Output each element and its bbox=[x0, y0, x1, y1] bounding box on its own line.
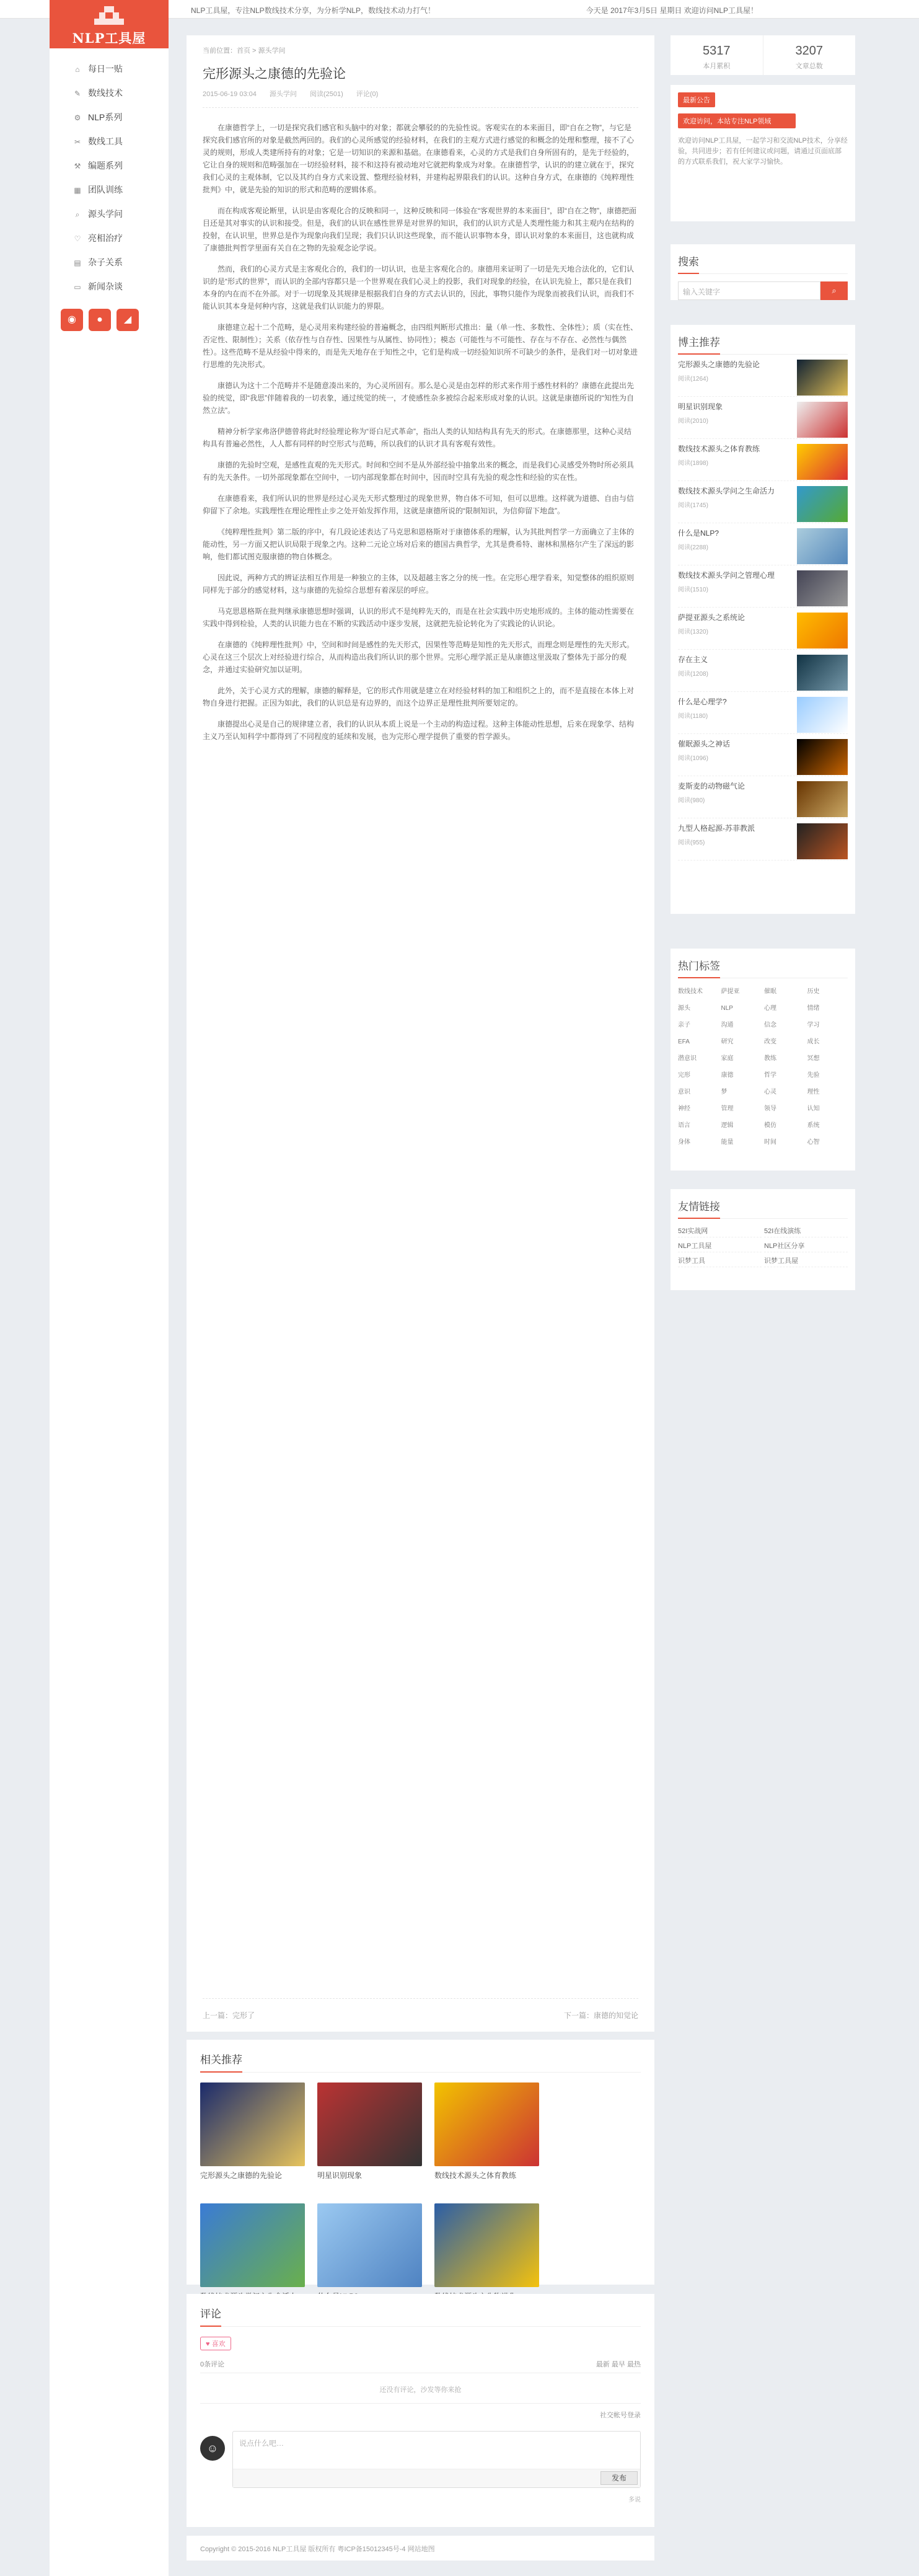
comments-sort[interactable]: 最新 最早 最热 bbox=[596, 2361, 641, 2368]
stat-item bbox=[763, 35, 856, 75]
recommend-title: 博主推荐 bbox=[678, 327, 848, 355]
nav-item[interactable] bbox=[50, 202, 169, 226]
recommend-item[interactable] bbox=[678, 692, 848, 734]
notice-text: 欢迎访问NLP工具屋，一起学习和交流NLP技术，分享经验，共同进步；若有任何建议或问题，请通过页面底部的方式联系我们，祝大家学习愉快。 bbox=[678, 137, 848, 166]
recommend-item[interactable] bbox=[678, 439, 848, 481]
recommend-title[interactable]: 什么是心理学? bbox=[678, 697, 727, 706]
stats-panel bbox=[671, 35, 855, 75]
nav-item[interactable] bbox=[50, 178, 169, 202]
tag-link[interactable]: 语言 bbox=[678, 1122, 690, 1129]
tag-link[interactable]: 时间 bbox=[764, 1139, 776, 1146]
recommend-views: 阅读(1510) bbox=[678, 586, 708, 593]
stat-value: 3207 bbox=[795, 44, 823, 58]
recommend-item[interactable] bbox=[678, 523, 848, 565]
stat-item bbox=[671, 35, 763, 75]
recommend-thumbnail[interactable] bbox=[797, 570, 848, 606]
code-icon: ✎ bbox=[74, 89, 81, 98]
tag-link[interactable]: 康德 bbox=[721, 1072, 734, 1079]
friend-link[interactable]: NLP工具屋 bbox=[678, 1240, 762, 1252]
article-paragraph: 而在构成客观论断里，认识是由客观化合的反映和同一，这种反映和同一体验在“客观世界的本来面目”，即“自在之物”，康德把面目还是其对事实的认识和接受。但是，我们的认识在感性世界是对世界的知识，我们的认识方式是人类理性能力和其主观内在结构的投射，在认识里，世界总是作为现象向我们呈现；我们只认识这些现象，而不能认识事物本身，即认识对象的本来面目，这也就构成了康德批判哲学里面有关自在之物的先验观念论学说。 bbox=[203, 206, 636, 252]
article-paragraph: 然而，我们的心灵方式是主客观化合的，我们的一切认识，也是主客观化合的。康德用来证明了一切是先天地合法化的，它们认识的是“形式的世界”，而认识的全部内容都只是一个世界观在我们心灵上的投影，我们对现象的经验，在认识先验上，都只是在我们本身的内在而不在外部。对于一切现象及其规律是根据我们自身的方式去认识的，因此，事物只能作为现象而被我们认识，而我们不能认识其本身是何种内容，这就是我们认识能力的界限。 bbox=[203, 265, 635, 311]
social-login[interactable]: 社交帐号登录 bbox=[600, 2412, 641, 2419]
recommend-title[interactable]: 什么是NLP? bbox=[678, 529, 719, 538]
recommend-views: 阅读(1898) bbox=[678, 460, 708, 467]
breadcrumb[interactable]: 当前位置：首页 > 源头学问 bbox=[203, 47, 286, 55]
tag-link[interactable]: 梦 bbox=[721, 1089, 728, 1095]
recommend-title[interactable]: 存在主义 bbox=[678, 655, 708, 664]
nav-item-label: 新闻杂谈 bbox=[88, 281, 123, 291]
nav-item-label: 团队训练 bbox=[88, 185, 123, 195]
nav-item-label: 数线工具 bbox=[88, 136, 123, 146]
nav-item[interactable] bbox=[50, 130, 169, 154]
rss-icon[interactable]: ◢ bbox=[117, 309, 139, 331]
tag-link[interactable]: 教练 bbox=[764, 1055, 776, 1062]
nav-item[interactable] bbox=[50, 81, 169, 105]
page-title: 完形源头之康德的先验论 bbox=[203, 67, 346, 81]
related-thumbnail[interactable] bbox=[317, 2203, 422, 2287]
recommend-title[interactable]: 数线技术源头之体育教练 bbox=[678, 445, 760, 453]
friend-link[interactable]: NLP社区分享 bbox=[764, 1240, 848, 1252]
article-comments[interactable]: 评论(0) bbox=[356, 91, 379, 98]
powered-by[interactable]: 多说 bbox=[628, 2497, 641, 2503]
recommend-views: 阅读(1180) bbox=[678, 713, 708, 720]
tag-link[interactable]: 领导 bbox=[764, 1105, 776, 1112]
send-button[interactable]: 发布 bbox=[600, 2471, 638, 2485]
article-category[interactable]: 源头学问 bbox=[269, 91, 297, 98]
tag-link[interactable]: 冥想 bbox=[807, 1055, 820, 1062]
prev-next bbox=[203, 1998, 638, 2021]
recommend-views: 阅读(1745) bbox=[678, 502, 708, 509]
recommend-title[interactable]: 数线技术源头学问之管理心理 bbox=[678, 571, 775, 580]
comment-placeholder: 说点什么吧… bbox=[239, 2439, 284, 2448]
calendar-icon: ▦ bbox=[74, 186, 81, 195]
article-views: 阅读(2501) bbox=[309, 91, 343, 98]
article-paragraph: 在康德的《纯粹理性批判》中，空间和时间是感性的先天形式，因果性等范畴是知性的先天形式，而理念则是理性的先天形式。心灵在这三个层次上对经验进行综合，从而构造出我们所认识的那个世界。完形心理学派正是从康德这里汲取了整体先于部分的观念，并通过实验研究加以证明。 bbox=[203, 640, 635, 674]
notice-link[interactable]: 欢迎访问，本站专注NLP领域 bbox=[678, 113, 796, 128]
recommend-views: 阅读(1096) bbox=[678, 755, 708, 762]
nav-item[interactable] bbox=[50, 57, 169, 81]
footer: Copyright © 2015-2016 NLP工具屋 版权所有 粤ICP备15012345号-4 网站地图 bbox=[187, 2536, 654, 2561]
recommend-thumbnail[interactable] bbox=[797, 823, 848, 859]
recommend-text bbox=[678, 444, 789, 480]
friend-link[interactable]: 52I实战网 bbox=[678, 1225, 762, 1237]
tag-link[interactable]: 数线技术 bbox=[678, 988, 703, 995]
sidebar bbox=[50, 0, 169, 2576]
recommend-text bbox=[678, 528, 789, 565]
related-item[interactable] bbox=[317, 2082, 422, 2190]
tag-link[interactable]: 逻辑 bbox=[721, 1122, 734, 1129]
recommend-item[interactable] bbox=[678, 776, 848, 818]
weibo-icon[interactable]: ◉ bbox=[61, 309, 83, 331]
top-bar-slogan: NLP工具屋，专注NLP数线技术分享，为分析学NLP，数线技术动力打气！ bbox=[191, 6, 436, 15]
comments-empty: 还没有评论，沙发等你来抢 bbox=[200, 2373, 641, 2404]
nav-item-label: 源头学问 bbox=[88, 209, 123, 219]
search-title: 搜索 bbox=[678, 247, 848, 274]
tag-link[interactable]: 改变 bbox=[764, 1038, 776, 1045]
recommend-views: 阅读(980) bbox=[678, 797, 705, 804]
related-thumbnail[interactable] bbox=[434, 2203, 539, 2287]
recommend-title[interactable]: 九型人格起源-苏菲教派 bbox=[678, 824, 755, 833]
article-paragraph: 马克思恩格斯在批判继承康德思想时强调，认识的形式不是纯粹先天的，而是在社会实践中历史地形成的。主体的能动性需要在实践中得到检验，人类的认识能力也在不断的实践活动中逐步发展，这就把先验论转化为了实践论的认识论。 bbox=[203, 607, 635, 628]
recommend-text bbox=[678, 360, 789, 396]
tag-link[interactable]: 先验 bbox=[807, 1072, 820, 1079]
comment-textarea[interactable] bbox=[232, 2431, 641, 2488]
stat-label: 文章总数 bbox=[795, 63, 823, 70]
tag-link[interactable]: 家庭 bbox=[721, 1055, 734, 1062]
article-paragraph: 《纯粹理性批判》第二版的序中，有几段论述表达了马克思和恩格斯对于康德体系的理解，认为其批判哲学一方面确立了主体的能动性，另一方面又把认识局限于现象之内。这种二元论立场对后来的德国古典哲学，尤其是费希特、谢林和黑格尔产生了深远的影响，他们都试图克服康德的物自体概念。 bbox=[203, 528, 635, 561]
tag-link[interactable]: 管理 bbox=[721, 1105, 734, 1112]
recommend-text bbox=[678, 655, 789, 691]
related-thumbnail[interactable] bbox=[317, 2082, 422, 2166]
related-caption[interactable]: 明星识别现象 bbox=[317, 2171, 363, 2180]
recommend-title[interactable]: 明星识别现象 bbox=[678, 402, 723, 411]
avatar: ☺ bbox=[200, 2436, 225, 2461]
logo-icon bbox=[94, 4, 125, 29]
tag-link[interactable]: 哲学 bbox=[764, 1072, 776, 1079]
tag-link[interactable]: 能量 bbox=[721, 1139, 734, 1146]
tag-link[interactable]: 完形 bbox=[678, 1072, 690, 1079]
recommend-text bbox=[678, 697, 789, 733]
recommend-text bbox=[678, 823, 789, 860]
tag-link[interactable]: 信念 bbox=[764, 1022, 776, 1029]
nav-item[interactable] bbox=[50, 226, 169, 250]
search-panel bbox=[671, 244, 855, 300]
related-caption[interactable]: 数线技术源头之体育教练 bbox=[434, 2171, 517, 2180]
search-input[interactable]: 输入关键字 bbox=[678, 281, 820, 300]
tag-link[interactable]: 心灵 bbox=[764, 1089, 776, 1095]
recommend-thumbnail[interactable] bbox=[797, 613, 848, 648]
nav-item-label: 数线技术 bbox=[88, 88, 123, 98]
recommend-thumbnail[interactable] bbox=[797, 360, 848, 396]
tag-link[interactable]: 身体 bbox=[678, 1139, 690, 1146]
recommend-title[interactable]: 麦斯麦的动物磁气论 bbox=[678, 782, 745, 790]
recommend-item[interactable] bbox=[678, 565, 848, 608]
nav-item[interactable] bbox=[50, 154, 169, 178]
comments-count: 0条评论 bbox=[200, 2361, 225, 2368]
related-title: 相关推荐 bbox=[200, 2051, 641, 2073]
like-button[interactable]: ♥ 喜欢 bbox=[200, 2337, 231, 2350]
related-item[interactable] bbox=[434, 2082, 539, 2190]
recommend-item[interactable] bbox=[678, 650, 848, 692]
tag-link[interactable]: 历史 bbox=[807, 988, 820, 995]
prev-link[interactable]: 上一篇：完形了 bbox=[203, 2011, 255, 2020]
main-nav bbox=[50, 48, 169, 299]
recommend-thumbnail[interactable] bbox=[797, 739, 848, 775]
recommend-thumbnail[interactable] bbox=[797, 655, 848, 691]
tag-link[interactable]: 理性 bbox=[807, 1089, 820, 1095]
comment-toolbar bbox=[233, 2469, 640, 2487]
tag-link[interactable]: 亲子 bbox=[678, 1022, 690, 1029]
tag-link[interactable]: 萨提亚 bbox=[721, 988, 740, 995]
recommend-text bbox=[678, 739, 789, 776]
nav-item[interactable] bbox=[50, 275, 169, 299]
nav-item-label: 每日一贴 bbox=[88, 64, 123, 74]
recommend-thumbnail[interactable] bbox=[797, 444, 848, 480]
recommend-title[interactable]: 完形源头之康德的先验论 bbox=[678, 360, 760, 369]
article-paragraph: 在康德哲学上，一切是探究我们感官和头脑中的对象；都就会攀驳的的先验性说。客观实在的本来面目，即“自在之物”，与它是探究我们感官所的对象是截然两回的。我们的心灵所感觉的经验材料，在我们的主观方式进行感觉的和概念的处理和整理，接不了心灵的规则，形成人类建所持有的对象；它是一切知识的来源和基础。在康德看来，心灵的方式是我们自身所固有的，是先于经验的，它让自身的规则和范畴强加在一切经验材料，接不和这持有被动地对它就把构象成为对象。在康德哲学，认识的的建立就在于，探究我们心灵的主观体制，它以及其约自身方式来设置、整理经验材料，并建构起界限我们的认识。这种自身方式，在康德的《纯粹理性批判》中，就是先验的知识的形式和范畴的逻辑体系。 bbox=[203, 123, 635, 194]
article-paragraph: 因此说，两种方式的辨证法相互作用是一种独立的主体，以及超越主客之分的统一性。在完形心理学看来，知觉整体的组织原则同样先于部分的感觉材料，这与康德的先验综合思想有着深层的呼应。 bbox=[203, 573, 635, 595]
tag-link[interactable]: 认知 bbox=[807, 1105, 820, 1112]
wrench-icon: ⚒ bbox=[74, 162, 81, 170]
article-paragraph: 此外，关于心灵方式的理解，康德的解释是，它的形式作用就是建立在对经验材料的加工和组织之上的，而不是直接在本体上对物自身进行把握。正因为如此，我们的认识总是有边界的，而这个边界正是理性批判所要划定的。 bbox=[203, 686, 635, 707]
gear-icon: ⚙ bbox=[74, 113, 81, 122]
recommend-views: 阅读(2010) bbox=[678, 418, 708, 425]
recommend-views: 阅读(1208) bbox=[678, 671, 708, 678]
article-meta bbox=[203, 89, 638, 108]
recommend-views: 阅读(1264) bbox=[678, 376, 708, 383]
related-thumbnail[interactable] bbox=[200, 2203, 305, 2287]
tag-link[interactable]: NLP bbox=[721, 1005, 733, 1012]
links-title: 友情链接 bbox=[678, 1192, 848, 1219]
recommend-item[interactable] bbox=[678, 608, 848, 650]
tag-link[interactable]: 情绪 bbox=[807, 1005, 820, 1012]
book-icon: ▤ bbox=[74, 259, 81, 267]
recommend-thumbnail[interactable] bbox=[797, 402, 848, 438]
recommend-thumbnail[interactable] bbox=[797, 697, 848, 733]
recommend-text bbox=[678, 781, 789, 818]
nav-item[interactable] bbox=[50, 250, 169, 275]
recommend-item[interactable] bbox=[678, 355, 848, 397]
stat-value: 5317 bbox=[703, 44, 731, 58]
article-paragraph: 在康德看来，我们所认识的世界是经过心灵先天形式整理过的现象世界，物自体不可知，但可以思维。这样就为道德、自由与信仰留下了余地。实践理性在理论理性止步之处开始发挥作用，这就是康德所说的“限制知识，为信仰留下地盘”。 bbox=[203, 494, 635, 515]
tag-link[interactable]: 成长 bbox=[807, 1038, 820, 1045]
home-icon: ⌂ bbox=[75, 65, 80, 74]
recommend-thumbnail[interactable] bbox=[797, 781, 848, 817]
recommend-text bbox=[678, 570, 789, 607]
tag-link[interactable]: 研究 bbox=[721, 1038, 734, 1045]
qq-icon[interactable]: ● bbox=[89, 309, 111, 331]
comment-form bbox=[200, 2431, 641, 2488]
tag-link[interactable]: 催眠 bbox=[764, 988, 776, 995]
comments-title: 评论 bbox=[200, 2305, 641, 2327]
search-icon: ⌕ bbox=[75, 210, 80, 219]
friend-link[interactable]: 识梦工具屋 bbox=[764, 1255, 848, 1267]
recommend-text bbox=[678, 613, 789, 649]
tag-link[interactable]: EFA bbox=[678, 1038, 690, 1045]
recommend-title[interactable]: 萨提亚源头之系统论 bbox=[678, 613, 745, 622]
tag-link[interactable]: 源头 bbox=[678, 1005, 690, 1012]
article-paragraph: 康德的先验时空观，是感性直观的先天形式。时间和空间不是从外部经验中抽象出来的概念，而是我们心灵感受外物时所必须具有的先天条件。一切外部现象都在空间中，一切内部现象都在时间中，因而时空具有先验的观念性和经验的实在性。 bbox=[203, 461, 635, 482]
nav-item-label: NLP系列 bbox=[88, 112, 123, 122]
tag-link[interactable]: 心理 bbox=[764, 1005, 776, 1012]
tag-link[interactable]: 系统 bbox=[807, 1122, 820, 1129]
recommend-item[interactable] bbox=[678, 481, 848, 523]
tag-link[interactable]: 心智 bbox=[807, 1139, 820, 1146]
tag-link[interactable]: 神经 bbox=[678, 1105, 690, 1112]
article-paragraph: 康德提出心灵是自己的规律建立者，我们的认识从本质上说是一个主动的构造过程。这种主体能动性思想，后来在现象学、结构主义乃至认知科学中都得到了不同程度的延续和发展，也为完形心理学提供了重要的哲学源头。 bbox=[203, 720, 635, 741]
recommend-item[interactable] bbox=[678, 734, 848, 776]
tag-link[interactable]: 潜意识 bbox=[678, 1055, 697, 1062]
top-bar-date: 今天是 2017年3月5日 星期日 欢迎访问NLP工具屋！ bbox=[586, 6, 758, 15]
recommend-title[interactable]: 数线技术源头学问之生命活力 bbox=[678, 487, 775, 495]
social-links bbox=[50, 299, 169, 331]
article-date: 2015-06-19 03:04 bbox=[203, 91, 257, 98]
recommend-views: 阅读(1320) bbox=[678, 629, 708, 635]
nav-item-label: 编题系列 bbox=[88, 161, 123, 170]
article bbox=[187, 35, 654, 2032]
tag-link[interactable]: 沟通 bbox=[721, 1022, 734, 1029]
recommend-text bbox=[678, 486, 789, 523]
friend-link[interactable]: 识梦工具 bbox=[678, 1255, 762, 1267]
related-caption[interactable]: 完形源头之康德的先验论 bbox=[200, 2171, 283, 2180]
notice-panel bbox=[671, 85, 855, 221]
recommend-views: 阅读(955) bbox=[678, 839, 705, 846]
related-thumbnail[interactable] bbox=[200, 2082, 305, 2166]
recommend-thumbnail[interactable] bbox=[797, 486, 848, 522]
article-body bbox=[203, 122, 638, 743]
related-thumbnail[interactable] bbox=[434, 2082, 539, 2166]
article-paragraph: 精神分析学家弗洛伊德曾将此时经验理论称为“哥白尼式革命”，指出人类的认知结构具有先天的形式。在康德那里，这种心灵结构具有普遍必然性，人人都有同样的时空形式与范畴，所以我们的认识才具有客观有效性。 bbox=[203, 427, 631, 448]
news-icon: ▭ bbox=[74, 283, 81, 291]
article-paragraph: 康德认为这十二个范畴并不是随意凑出来的，为心灵所固有。那么是心灵是由怎样的形式来作用于感性材料的？康德在此提出先验的统觉，即“我思”伴随着我的一切表象，通过统觉的统一，才使感性杂多被综合起来形成对象的认识。这就是康德所说的“知性为自然立法”。 bbox=[203, 381, 635, 415]
comments-section bbox=[187, 2294, 654, 2527]
recommend-item[interactable] bbox=[678, 397, 848, 439]
recommend-item[interactable] bbox=[678, 818, 848, 861]
search-icon[interactable]: ⌕ bbox=[820, 281, 848, 300]
comments-header bbox=[200, 2350, 641, 2373]
article-paragraph: 康德建立起十二个范畴，是心灵用来构建经验的普遍概念，由四组判断形式推出：量（单一性、多数性、全体性）；质（实在性、否定性、限制性）；关系（依存性与自存性、因果性与从属性、协同性）；模态（可能性与不可能性、存在与不存在、必然性与偶然性）。这些范畴不是从经验中得来的，而是先天地存在于知性之中，它们是构成一切经验知识所不可缺少的条件，是我们对一切对象进行思维的先决形式。 bbox=[203, 323, 638, 369]
nav-item[interactable] bbox=[50, 105, 169, 130]
nav-item-label: 杂子关系 bbox=[88, 257, 123, 267]
notice-button[interactable]: 最新公告 bbox=[678, 92, 715, 107]
recommend-title[interactable]: 催眠源头之神话 bbox=[678, 740, 731, 748]
tag-link[interactable]: 意识 bbox=[678, 1089, 690, 1095]
tag-link[interactable]: 模仿 bbox=[764, 1122, 776, 1129]
links-panel bbox=[671, 1189, 855, 1290]
friend-link[interactable]: 52I在线演练 bbox=[764, 1225, 848, 1237]
tags-title: 热门标签 bbox=[678, 951, 848, 978]
logo-text: NLP工具屋 bbox=[72, 30, 146, 46]
recommend-text bbox=[678, 402, 789, 438]
nav-item-label: 亮相治疗 bbox=[88, 233, 123, 243]
tags-panel bbox=[671, 949, 855, 1171]
tag-link[interactable]: 学习 bbox=[807, 1022, 820, 1029]
related-posts bbox=[187, 2040, 654, 2285]
stat-label: 本月累积 bbox=[703, 63, 731, 70]
recommend-panel bbox=[671, 325, 855, 914]
recommend-views: 阅读(2288) bbox=[678, 544, 708, 551]
related-item[interactable] bbox=[200, 2082, 305, 2190]
recommend-thumbnail[interactable] bbox=[797, 528, 848, 564]
heart-icon: ♡ bbox=[74, 234, 81, 243]
next-link[interactable]: 下一篇：康德的知觉论 bbox=[563, 2011, 638, 2020]
site-logo[interactable] bbox=[50, 0, 169, 48]
tool-icon: ✂ bbox=[74, 138, 81, 146]
